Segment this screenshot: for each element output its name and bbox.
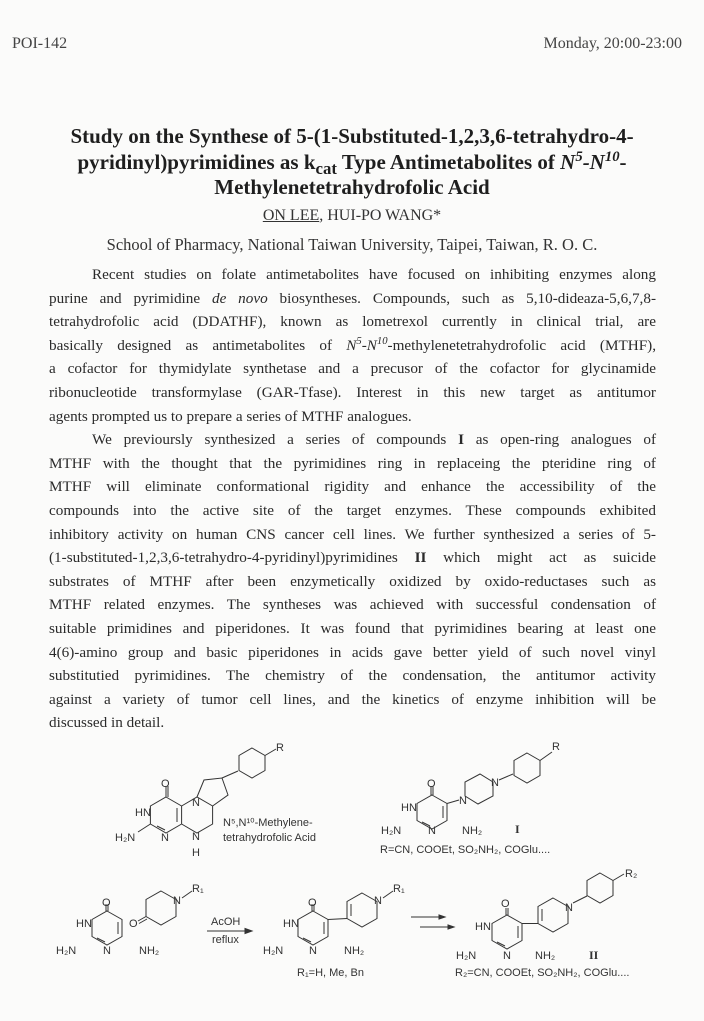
text-run: 10 xyxy=(604,148,620,165)
product-h2n: H₂N xyxy=(263,945,284,957)
mthf-oxo: O xyxy=(161,778,170,790)
text-run: Study on the Synthese of 5-(1-Substituted-1,2,3,6-tetrahydro-4- xyxy=(70,124,634,148)
text-run: basically designed as antimetabolites of xyxy=(49,336,347,354)
cmpdI-piperazine-n2: N xyxy=(491,777,499,789)
text-run: N xyxy=(560,149,576,174)
text-run: compounds into the active site of the target enzymes. These compounds exhibited xyxy=(49,501,656,519)
text-run: suitable primidines and piperidones. It was found that pyrimidines bearing at least one xyxy=(49,619,656,637)
mthf-n: N xyxy=(161,832,169,844)
text-run: 5 xyxy=(575,148,583,165)
piperidone-oxo: O xyxy=(129,918,138,930)
text-run: I xyxy=(458,431,464,449)
text-run: pyridinyl)pyrimidines as k xyxy=(77,149,316,174)
product-n: N xyxy=(309,945,317,957)
reactant-nh2: NH₂ xyxy=(139,945,160,957)
reagent-label: AcOH xyxy=(211,916,241,928)
text-run: MTHF related enzymes. The syntheses was achieved with successful condensation of xyxy=(49,596,656,614)
cmpdI-n: N xyxy=(428,825,436,837)
cmpdI-piperazine-n1: N xyxy=(459,795,467,807)
text-run: Recent studies on folate antimetabolites have focused on inhibiting enzymes along xyxy=(92,266,656,283)
presenting-author: ON LEE xyxy=(262,207,320,224)
text-run: purine and pyrimidine xyxy=(49,289,212,307)
mthf-structure xyxy=(115,742,316,859)
text-run: MTHF will eliminate conformational rigidity and enhance the accessibility of the xyxy=(49,478,656,496)
cmpdII-label: II xyxy=(589,948,599,962)
cmpdII-oxo: O xyxy=(501,898,510,910)
text-run: a cofactor for thymidylate synthetase and a precusor of the cofactor for glycinamide xyxy=(49,360,656,378)
text-run: agents prompted us to prepare a series of MTHF analogues. xyxy=(49,407,412,425)
cmpdII-pip-n: N xyxy=(565,902,573,914)
piperidone-r1: R₁ xyxy=(192,883,204,895)
cmpdI-h2n: H₂N xyxy=(381,825,402,837)
cmpdII-r2: R₂ xyxy=(625,868,638,880)
mthf-h2n: H₂N xyxy=(115,832,136,844)
cmpdII-n: N xyxy=(503,950,511,962)
text-run: (1-substituted-1,2,3,6-tetrahydro-4-pyridinyl)pyrimidines xyxy=(49,549,415,567)
text-run: MTHF with the thought that the pyrimidines ring in replaceing the pteridine ring of xyxy=(49,454,656,472)
cmpdI-nh2: NH₂ xyxy=(462,825,483,837)
mthf-n-ring: N xyxy=(192,797,200,809)
mthf-r: R xyxy=(276,742,284,754)
mthf-nh: N xyxy=(192,831,200,843)
text-run: as open-ring analogues of xyxy=(463,431,657,449)
reaction-arrow xyxy=(207,916,252,946)
cmpdII-hn: HN xyxy=(475,921,491,933)
reactant-h2n: H₂N xyxy=(56,945,77,957)
text-run: - xyxy=(619,149,627,174)
mthf-caption-1: N⁵,N¹⁰-Methylene- xyxy=(223,817,313,829)
product-structure xyxy=(263,883,405,979)
mthf-h: H xyxy=(192,847,200,859)
text-run: -methylenetetrahydrofolic acid (MTHF), xyxy=(387,336,656,354)
product-pip-n: N xyxy=(374,895,382,907)
product-r1: R₁ xyxy=(393,883,405,895)
product-oxo: O xyxy=(308,897,317,909)
text-run: cat xyxy=(315,158,337,178)
session-time: Monday, 20:00-23:00 xyxy=(543,35,682,52)
text-run: -N xyxy=(361,336,377,354)
text-run: de novo xyxy=(211,289,268,307)
text-run: discussed in detail. xyxy=(49,714,165,732)
text-run: ribonucleotide transformylase (GAR-Tfase). Interest in this new target as antitumor xyxy=(49,383,656,401)
text-run: II xyxy=(414,549,427,567)
cmpdII-nh2: NH₂ xyxy=(535,950,556,962)
co-authors: , HUI-PO WANG* xyxy=(319,207,442,224)
product-hn: HN xyxy=(283,918,299,930)
product-substituents: R₁=H, Me, Bn xyxy=(297,967,364,979)
reactant-hn: HN xyxy=(76,918,92,930)
text-run: 5 xyxy=(356,335,362,347)
text-run: inhibitory activity on human CNS cancer cell lines. We further synthesized a series of 5- xyxy=(49,525,656,543)
text-run: tetrahydrofolic acid (DDATHF), known as lometrexol currently in clinical trial, are xyxy=(49,313,656,331)
reactant-n: N xyxy=(103,945,111,957)
mthf-caption-2: tetrahydrofolic Acid xyxy=(223,832,316,844)
text-run: biosyntheses. Compounds, such as 5,10-dideaza-5,6,7,8- xyxy=(267,289,657,307)
cmpdII-substituents: R₂=CN, COOEt, SO₂NH₂, COGlu.... xyxy=(455,967,630,979)
text-run: Methylenetetrahydrofolic Acid xyxy=(214,175,490,199)
text-run: Type Antimetabolites of xyxy=(336,149,561,174)
condition-label: reflux xyxy=(212,934,239,946)
multistep-arrow xyxy=(411,915,454,929)
text-run: 4(6)-amino group and basic piperidones in acids gave better yield of such novel vinyl xyxy=(49,643,656,661)
text-run: against a variety of tumor cell lines, and the kinetics of enzyme inhibition will be xyxy=(49,690,656,708)
compound-I-structure xyxy=(380,741,560,856)
cmpdI-substituents: R=CN, COOEt, SO₂NH₂, COGlu.... xyxy=(380,844,551,856)
cmpdI-oxo: O xyxy=(427,778,436,790)
text-run: We previoursly synthesized a series of compounds xyxy=(92,431,459,449)
session-code: POI-142 xyxy=(12,35,68,52)
affiliation: School of Pharmacy, National Taiwan University, Taipei, Taiwan, R. O. C. xyxy=(106,235,598,254)
cmpdI-label: I xyxy=(515,822,520,836)
text-run: -N xyxy=(582,149,605,174)
text-run: which might act as suicide xyxy=(426,549,656,567)
product-nh2: NH₂ xyxy=(344,945,365,957)
reactant-oxo: O xyxy=(102,897,111,909)
compound-II-structure xyxy=(455,868,637,979)
text-run: N xyxy=(346,336,357,354)
text-run: 10 xyxy=(376,335,388,347)
cmpdI-r: R xyxy=(552,741,560,753)
cmpdII-h2n: H₂N xyxy=(456,950,477,962)
cmpdI-hn: HN xyxy=(401,802,417,814)
text-run: substrates of MTHF after been enzymetically oxidized by oxido-reductases such as xyxy=(49,572,656,590)
reactant-structures xyxy=(56,883,204,957)
piperidone-n: N xyxy=(173,895,181,907)
mthf-hn: HN xyxy=(135,807,151,819)
text-run: substitutied pyrimidines. The chemistry of the condensation, the antitumor activity xyxy=(49,667,656,685)
